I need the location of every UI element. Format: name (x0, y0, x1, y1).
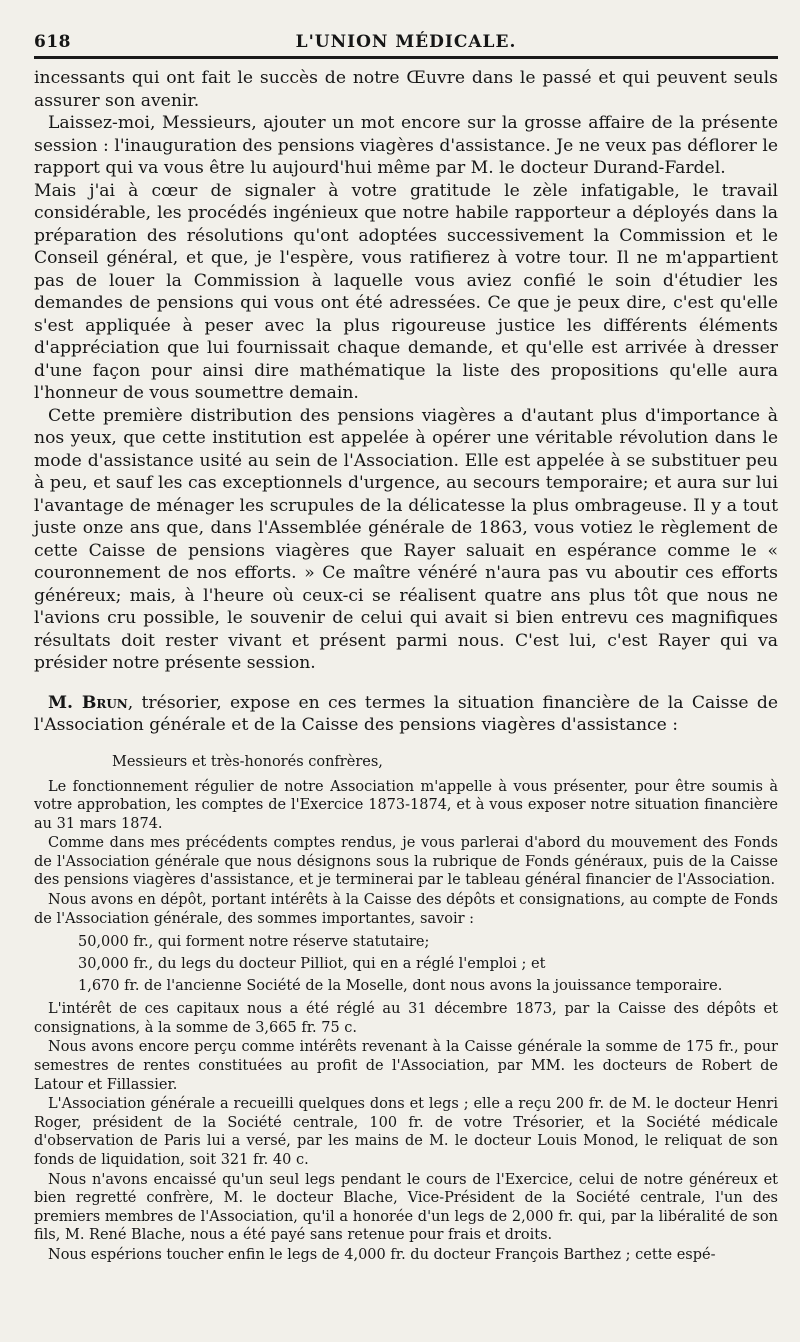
list-item: 50,000 fr., qui forment notre réserve statutaire; (78, 934, 430, 951)
speech-section (34, 67, 778, 737)
report-paragraph: Nous avons en dépôt, portant intérêts à la Caisse des dépôts et consignations, au compte de Fonds de l'Association générale, des sommes importantes, savoir : (34, 892, 778, 927)
report-paragraph: Nous avons encore perçu comme intérêts revenant à la Caisse générale la somme de 175 fr., pour semestres de rentes constituées au profit de l'Association, par MM. les docteurs de Robert de Latour et Fillassier. (34, 1039, 778, 1093)
running-title: L'UNION MÉDICALE. (295, 32, 517, 52)
salutation: Messieurs et très-honorés confrères, (112, 753, 383, 770)
list-item: 30,000 fr., du legs du docteur Pilliot, qui en a réglé l'emploi ; et (78, 956, 546, 973)
report-paragraph: Nous n'avons encaissé qu'un seul legs pendant le cours de l'Exercice, celui de notre généreux et bien regretté confrère, M. le docteur Blache, Vice-Président de la Société centrale, l'un des premiers membres de l'Association, qu'il a honorée d'un legs de 2,000 fr. qui, par la libéralité de son fils, M. René Blache, nous a été payé sans retenue pour frais et droits. (34, 1171, 778, 1244)
list-item: 1,670 fr. de l'ancienne Société de la Moselle, dont nous avons la jouissance temporaire. (78, 978, 723, 995)
paragraph: Mais j'ai à cœur de signaler à votre gratitude le zèle infatigable, le travail considérable, les procédés ingénieux que notre habile rapporteur a déployés dans la préparation des résolutions qu'ont adoptées successivement la Commission et le Conseil général, et que, je l'espère, vous ratifierez à votre tour. Il ne m'appartient pas de louer la Commission à laquelle vous aviez confié le soin d'étudier les demandes de pensions qui vous ont été adressées. Ce que je peux dire, c'est qu'elle s'est appliquée à peser avec la plus rigoureuse justice les différents éléments d'appréciation que lui fournissait chaque demande, et qu'elle est arrivée à dresser d'une façon pour ainsi dire mathématique la liste des propositions qu'elle aura l'honneur de vous soumettre demain. (34, 180, 778, 403)
report-paragraph: Comme dans mes précédents comptes rendus, je vous parlerai d'abord du mouvement des Fonds de l'Association générale que nous désignons sous la rubrique de Fonds généraux, puis de la Caisse des pensions viagères d'assistance, et je terminerai par le tableau général financier de l'Association. (34, 835, 778, 889)
report-paragraph: Le fonctionnement régulier de notre Association m'appelle à vous présenter, pour être soumis à votre approbation, les comptes de l'Exercice 1873-1874, et à vous exposer notre situation financière au 31 mars 1874. (34, 778, 778, 832)
report-paragraph: L'Association générale a recueilli quelques dons et legs ; elle a reçu 200 fr. de M. le docteur Henri Roger, président de la Société centrale, 100 fr. de votre Trésorier, et la Société médicale d'observation de Paris lui a versé, par les mains de M. le docteur Louis Monod, le reliquat de son fonds de liquidation, soit 321 fr. 40 c. (34, 1096, 778, 1168)
speaker-name: M. Brun (48, 692, 128, 713)
speaker-intro-text: , trésorier, expose en ces termes la situation financière de la Caisse de l'Association générale et de la Caisse des pensions viagères d'assistance : (34, 692, 778, 735)
speaker-intro (34, 692, 778, 737)
paragraph: Cette première distribution des pensions viagères a d'autant plus d'importance à nos yeux, que cette institution est appelée à opérer une véritable révolution dans le mode d'assistance usité au sein de l'Association. Elle est appelée à se substituer peu à peu, et sauf les cas exceptionnels d'urgence, au secours temporaire; et aura sur lui l'avantage de ménager les scrupules de la délicatesse la plus ombrageuse. Il y a tout juste onze ans que, dans l'Assemblée générale de 1863, vous votiez le règlement de cette Caisse de pensions viagères que Rayer saluait en espérance comme le « couronnement de nos efforts. » Ce maître vénéré n'aura pas vu aboutir ces efforts généreux; mais, à l'heure où ceux-ci se réalisent quatre ans plus tôt que nous ne l'avions cru possible, le souvenir de celui qui avait si bien entrevu ces magnifiques résultats doit rester vivant et présent parmi nous. C'est lui, c'est Rayer qui va présider notre présente session. (34, 405, 778, 673)
paragraph: incessants qui ont fait le succès de notre Œuvre dans le passé et qui peuvent seuls assurer son avenir. (34, 68, 778, 111)
page-number: 618 (34, 32, 71, 52)
page-header (34, 28, 778, 59)
report-paragraph: L'intérêt de ces capitaux nous a été réglé au 31 décembre 1873, par la Caisse des dépôts et consignations, à la somme de 3,665 fr. 75 c. (34, 1001, 778, 1036)
report-paragraph: Nous espérions toucher enfin le legs de 4,000 fr. du docteur François Barthez ; cette espé- (48, 1246, 716, 1263)
body-text (34, 67, 778, 1265)
paragraph: Laissez-moi, Messieurs, ajouter un mot encore sur la grosse affaire de la présente session : l'inauguration des pensions viagères d'assistance. Je ne veux pas déflorer le rapport qui va vous être lu aujourd'hui même par M. le docteur Durand-Fardel. (34, 113, 778, 178)
treasurer-report (34, 778, 778, 1265)
